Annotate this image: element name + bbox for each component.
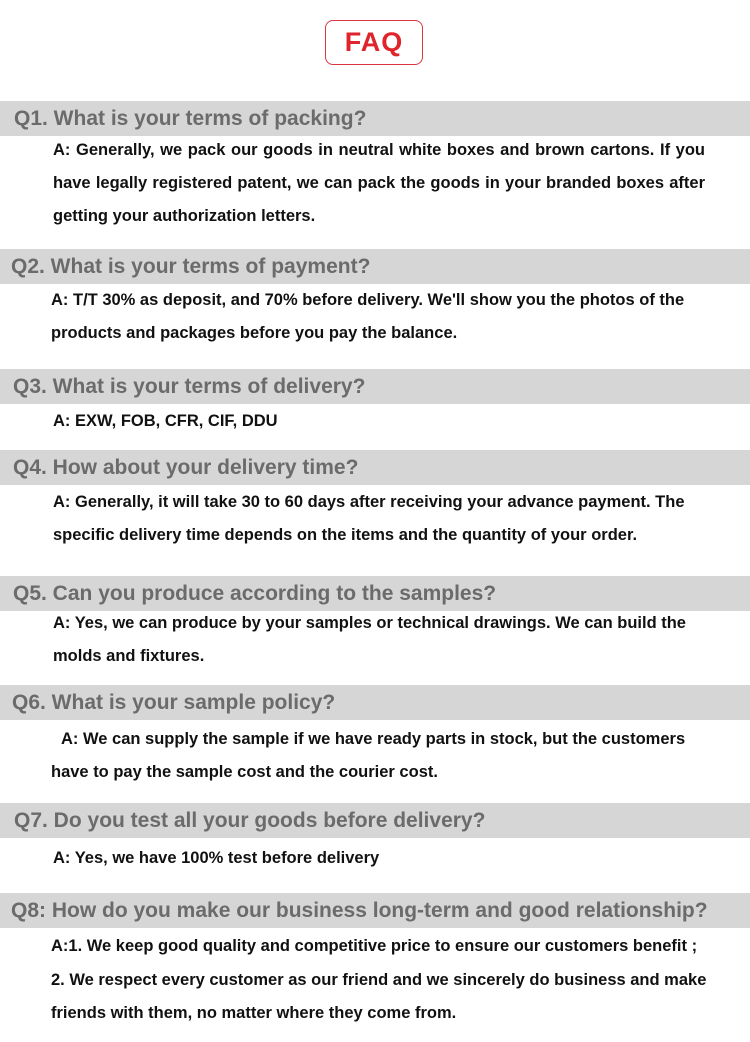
answer-8-line-2: 2. We respect every customer as our friend and we sincerely do business and make friends with them, no matter where they come from.: [51, 971, 707, 1022]
answer-4: A: Generally, it will take 30 to 60 days after receiving your advance payment. The specific delivery time depends on the items and the quantity of your order.: [53, 493, 685, 544]
faq-title: FAQ: [325, 20, 423, 65]
answer-6: A: We can supply the sample if we have ready parts in stock, but the customers have to pay the sample cost and the courier cost.: [51, 730, 686, 781]
answer-5: A: Yes, we can produce by your samples or technical drawings. We can build the molds and fixtures.: [53, 614, 686, 665]
answer-8-line-1: A:1. We keep good quality and competitive price to ensure our customers benefit ;: [51, 937, 698, 955]
question-bar-3: Q3. What is your terms of delivery?: [0, 369, 750, 404]
question-bar-8: Q8: How do you make our business long-term and good relationship?: [0, 893, 750, 928]
question-bar-7: Q7. Do you test all your goods before delivery?: [0, 803, 750, 838]
answer-7: A: Yes, we have 100% test before delivery: [53, 849, 380, 867]
question-bar-5: Q5. Can you produce according to the samples?: [0, 576, 750, 611]
answer-2: A: T/T 30% as deposit, and 70% before delivery. We'll show you the photos of the products and packages before you pay the balance.: [51, 291, 685, 342]
question-bar-4: Q4. How about your delivery time?: [0, 450, 750, 485]
question-bar-1: Q1. What is your terms of packing?: [0, 101, 750, 136]
question-bar-6: Q6. What is your sample policy?: [0, 685, 750, 720]
question-bar-2: Q2. What is your terms of payment?: [0, 249, 750, 284]
answer-1: A: Generally, we pack our goods in neutral white boxes and brown cartons. If you have legally registered patent, we can pack the goods in your branded boxes after getting your authorization letters.: [53, 141, 705, 225]
answer-3: A: EXW, FOB, CFR, CIF, DDU: [53, 412, 278, 430]
